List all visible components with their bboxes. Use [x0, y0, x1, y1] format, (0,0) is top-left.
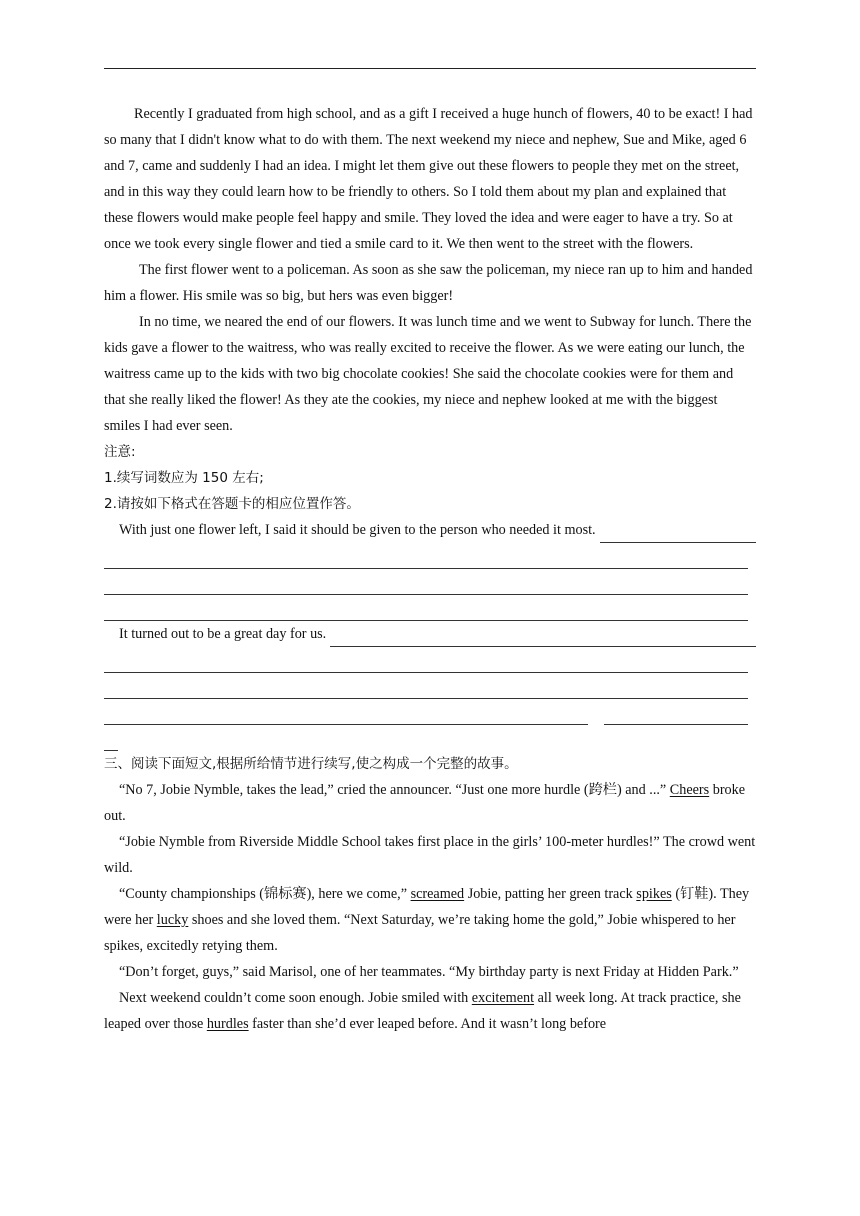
answer-line-tail[interactable] [104, 732, 118, 751]
text-run: faster than she’d ever leaped before. And it wasn’t long before [248, 1016, 607, 1032]
writing-prompt-2-line [104, 621, 756, 647]
passage1-paragraph-3: In no time, we neared the end of our flowers. It was lunch time and we went to Subway for lunch. There the kids gave a flower to the waitress, who was really excited to receive the flower. As we were eating our lunch, the waitress came up to the kids with two big chocolate cookies! She said the chocolate cookies were for them and that she really liked the flower! As they ate the cookies, my niece and nephew looked at me with the biggest smiles I had ever seen. [104, 314, 752, 434]
section3-paragraph-4: “Don’t forget, guys,” said Marisol, one of her teammates. “My birthday party is next Friday at Hidden Park.” [119, 964, 739, 980]
notes-item-1: 1.续写词数应为 150 左右; [104, 470, 264, 486]
answer-line[interactable] [104, 569, 748, 595]
text-run: Jobie, patting her green track [464, 886, 637, 902]
underlined-word: excitement [471, 990, 535, 1006]
answer-line[interactable] [104, 595, 748, 621]
text-run: broke out. [104, 782, 746, 824]
underlined-word: Cheers [669, 782, 710, 798]
text-run: “No 7, Jobie Nymble, takes the lead,” cried the announcer. “Just one more hurdle (跨栏) and ...” [119, 782, 670, 798]
underlined-word: hurdles [206, 1016, 249, 1032]
answer-line-end[interactable] [104, 725, 756, 751]
answer-blank[interactable] [600, 524, 756, 543]
notes-item-2: 2.请按如下格式在答题卡的相应位置作答。 [104, 496, 360, 512]
section3-paragraph-5 [104, 985, 756, 1037]
answer-line-split[interactable] [104, 699, 756, 725]
text-run: all week long. At track practice, she leaped over those [104, 990, 741, 1032]
answer-line-left[interactable] [104, 706, 588, 725]
text-run: (钉鞋). They were her [104, 886, 750, 928]
passage1-paragraph-1: Recently I graduated from high school, and as a gift I received a huge hunch of flowers, 40 to be exact! I had so many that I didn't know what to do with them. The next weekend my niece and nephew, Sue and Mike, aged 6 and 7, came and suddenly I had an idea. I might let them give out these flowers to people they met on the street, and in this way they could learn how to be friendly to others. So I told them about my plan and explained that these flowers would make people feel happy and smile. They loved the idea and were eager to have a try. So at once we took every single flower and tied a smile card to it. We then went to the street with the flowers. [104, 106, 753, 252]
answer-line[interactable] [104, 673, 748, 699]
answer-blank[interactable] [330, 628, 756, 647]
underlined-word: screamed [410, 886, 465, 902]
section3-paragraph-2: “Jobie Nymble from Riverside Middle School takes first place in the girls’ 100-meter hurdles!” The crowd went wild. [104, 834, 756, 876]
notes-heading: 注意: [104, 444, 136, 460]
passage1-paragraph-2: The first flower went to a policeman. As soon as she saw the policeman, my niece ran up to him and handed him a flower. His smile was so big, but hers was even bigger! [104, 262, 753, 304]
text-run: “County championships (锦标赛), here we come,” [119, 886, 411, 902]
underlined-word: spikes [636, 886, 672, 902]
header-rule [104, 68, 756, 69]
text-run: Next weekend couldn’t come soon enough. Jobie smiled with [119, 990, 472, 1006]
section3-paragraph-3 [104, 881, 756, 959]
document-body [104, 101, 756, 1037]
answer-line[interactable] [104, 543, 748, 569]
writing-prompt-2: It turned out to be a great day for us. [119, 626, 327, 642]
answer-line[interactable] [104, 647, 748, 673]
answer-line-right[interactable] [604, 706, 748, 725]
writing-prompt-1: With just one flower left, I said it should be given to the person who needed it most. [119, 522, 596, 538]
text-run: shoes and she loved them. “Next Saturday, we’re taking home the gold,” Jobie whispered to her spikes, excitedly retying them. [104, 912, 736, 954]
section3-paragraph-1 [104, 777, 756, 829]
section3-heading: 三、阅读下面短文,根据所给情节进行续写,使之构成一个完整的故事。 [104, 756, 518, 772]
writing-prompt-1-line [104, 517, 756, 543]
underlined-word: lucky [156, 912, 189, 928]
